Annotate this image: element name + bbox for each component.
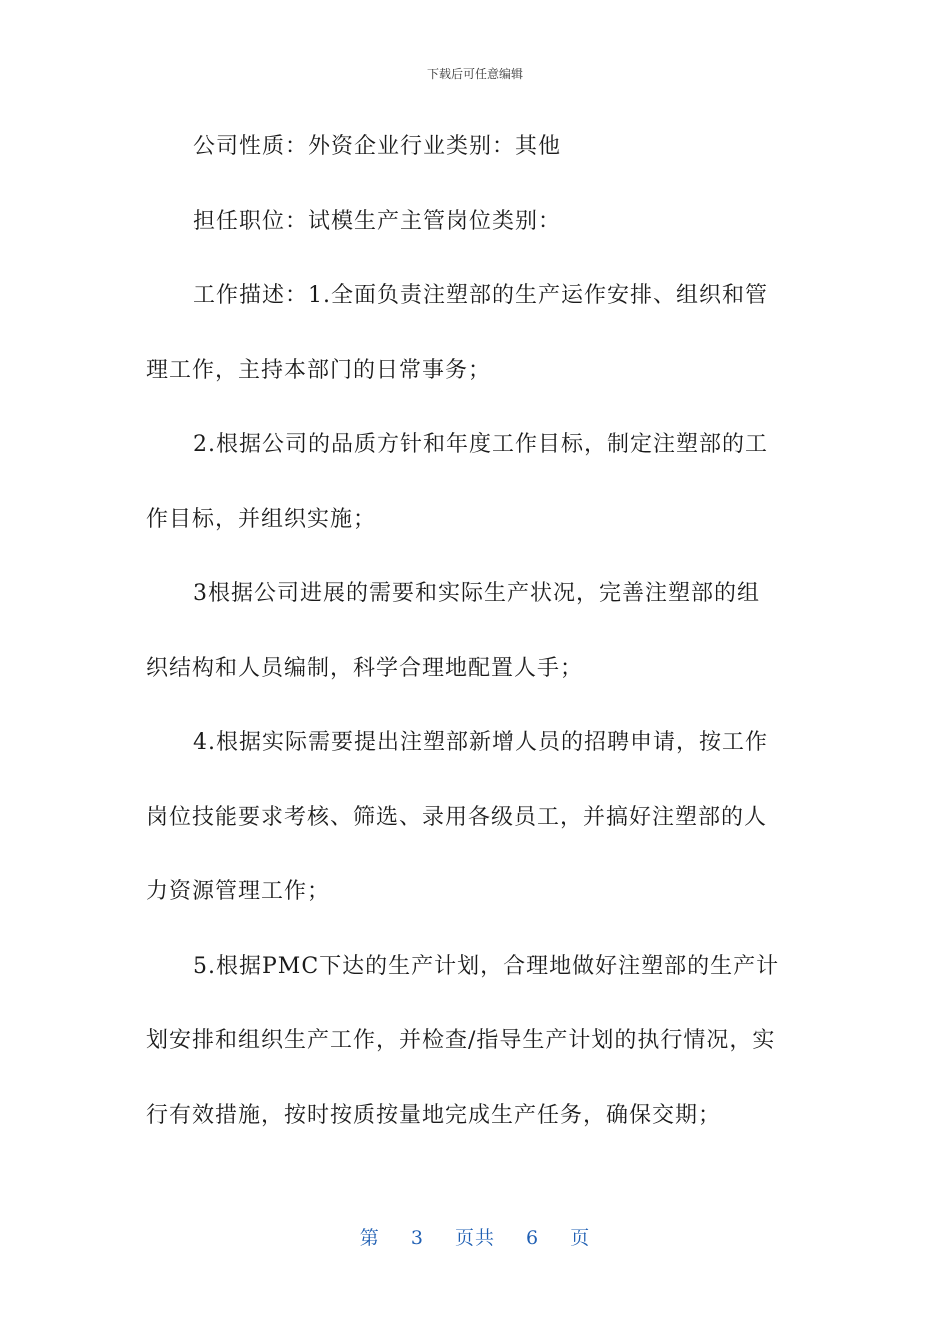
- body-line: 公司性质：外资企业行业类别：其他: [193, 134, 562, 159]
- body-line: 4.根据实际需要提出注塑部新增人员的招聘申请，按工作: [193, 730, 768, 755]
- body-line: 2.根据公司的品质方针和年度工作目标，制定注塑部的工: [193, 432, 768, 457]
- body-line: 3根据公司进展的需要和实际生产状况，完善注塑部的组: [193, 581, 760, 606]
- body-line: 岗位技能要求考核、筛选、录用各级员工，并搞好注塑部的人: [146, 804, 768, 830]
- page-footer: [0, 1226, 950, 1250]
- footer-suffix: 页: [570, 1227, 591, 1249]
- body-line: 力资源管理工作；: [146, 879, 331, 904]
- footer-middle: 页共: [454, 1227, 495, 1249]
- header-text: 下载后可任意编辑: [426, 67, 523, 81]
- body-line: 行有效措施，按时按质按量地完成生产任务，确保交期；: [146, 1102, 722, 1128]
- body-line: 担任职位：试模生产主管岗位类别：: [193, 208, 562, 234]
- current-page-number: 3: [410, 1227, 424, 1249]
- body-line: 理工作，主持本部门的日常事务；: [146, 357, 492, 383]
- body-line: 作目标，并组织实施；: [146, 506, 377, 532]
- document-body: [146, 110, 806, 1153]
- page-header: [0, 66, 950, 82]
- body-line: 划安排和组织生产工作，并检查/指导生产计划的执行情况，实: [146, 1028, 776, 1053]
- total-pages-number: 6: [526, 1227, 540, 1249]
- body-line: 5.根据PMC下达的生产计划，合理地做好注塑部的生产计: [193, 953, 780, 979]
- footer-prefix: 第: [359, 1227, 380, 1249]
- body-line: 工作描述：1.全面负责注塑部的生产运作安排、组织和管: [193, 283, 768, 308]
- body-line: 织结构和人员编制，科学合理地配置人手；: [146, 655, 584, 681]
